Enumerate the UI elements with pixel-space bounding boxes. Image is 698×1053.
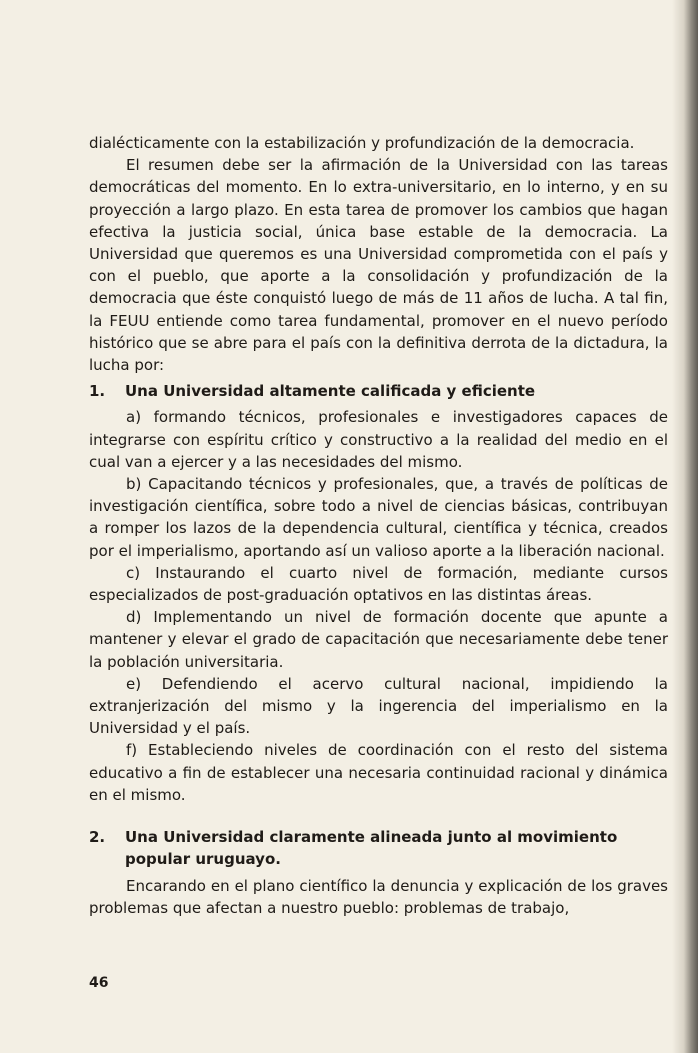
- paragraph-continuation: dialécticamente con la estabilización y profundización de la democracia.: [89, 134, 635, 152]
- section-2-title: Una Universidad claramente alineada junto al movimiento popular uruguayo.: [125, 828, 618, 869]
- section-1-title: Una Universidad altamente calificada y eficiente: [125, 382, 536, 401]
- list-item-e: e) Defendiendo el acervo cultural nacional, impidiendo la extranjerización del mismo y la ingerencia del imperialismo en la Universidad y el país.: [89, 674, 668, 738]
- list-item-a: a) formando técnicos, profesionales e investigadores capaces de integrarse con espíritu crítico y constructivo a la realidad del medio en el cual van a ejercer y a las necesidades del mismo.: [89, 408, 668, 471]
- page-body: [89, 132, 668, 919]
- list-item-c: c) Instaurando el cuarto nivel de formación, mediante cursos especializados de post-graduación optativos en las distintas áreas.: [89, 563, 668, 605]
- page-edge-shadow: [672, 0, 698, 1053]
- paragraph-summary: El resumen debe ser la afirmación de la Universidad con las tareas democráticas del momento. En lo extra-universitario, en lo interno, y en su proyección a largo plazo. En esta tarea de promover los cambios que hagan efectiva la justicia social, única base estable de la democracia. La Universidad que queremos es una Universidad comprometida con el país y con el pueblo, que aporte a la consolidación y profundización de la democracia que éste conquistó luego de más de 11 años de lucha. A tal fin, la FEUU entiende como tarea fundamental, promover en el nuevo período histórico que se abre para el país con la definitiva derrota de la dictadura, la lucha por:: [89, 156, 668, 375]
- section-1-heading: [89, 380, 668, 402]
- list-item-f: f) Estableciendo niveles de coordinación con el resto del sistema educativo a fin de establecer una necesaria continuidad racional y dinámica en el mismo.: [89, 741, 668, 804]
- list-item-b: b) Capacitando técnicos y profesionales, que, a través de políticas de investigación científica, sobre todo a nivel de ciencias básicas, contribuyan a romper los lazos de la dependencia cultural, científica y técnica, creados por el imperialismo, aportando así un valioso aporte a la liberación nacional.: [89, 475, 668, 560]
- section-2-intro: Encarando en el plano científico la denuncia y explicación de los graves problemas que afectan a nuestro pueblo: problemas de trabajo,: [89, 876, 668, 917]
- section-2-number: 2.: [89, 828, 106, 847]
- list-item-d: d) Implementando un nivel de formación docente que apunte a mantener y elevar el grado de capacitación que necesariamente debe tener la población universitaria.: [89, 608, 668, 671]
- section-1-number: 1.: [89, 382, 106, 401]
- page-number: 46: [89, 975, 109, 991]
- section-2-heading: [89, 826, 668, 870]
